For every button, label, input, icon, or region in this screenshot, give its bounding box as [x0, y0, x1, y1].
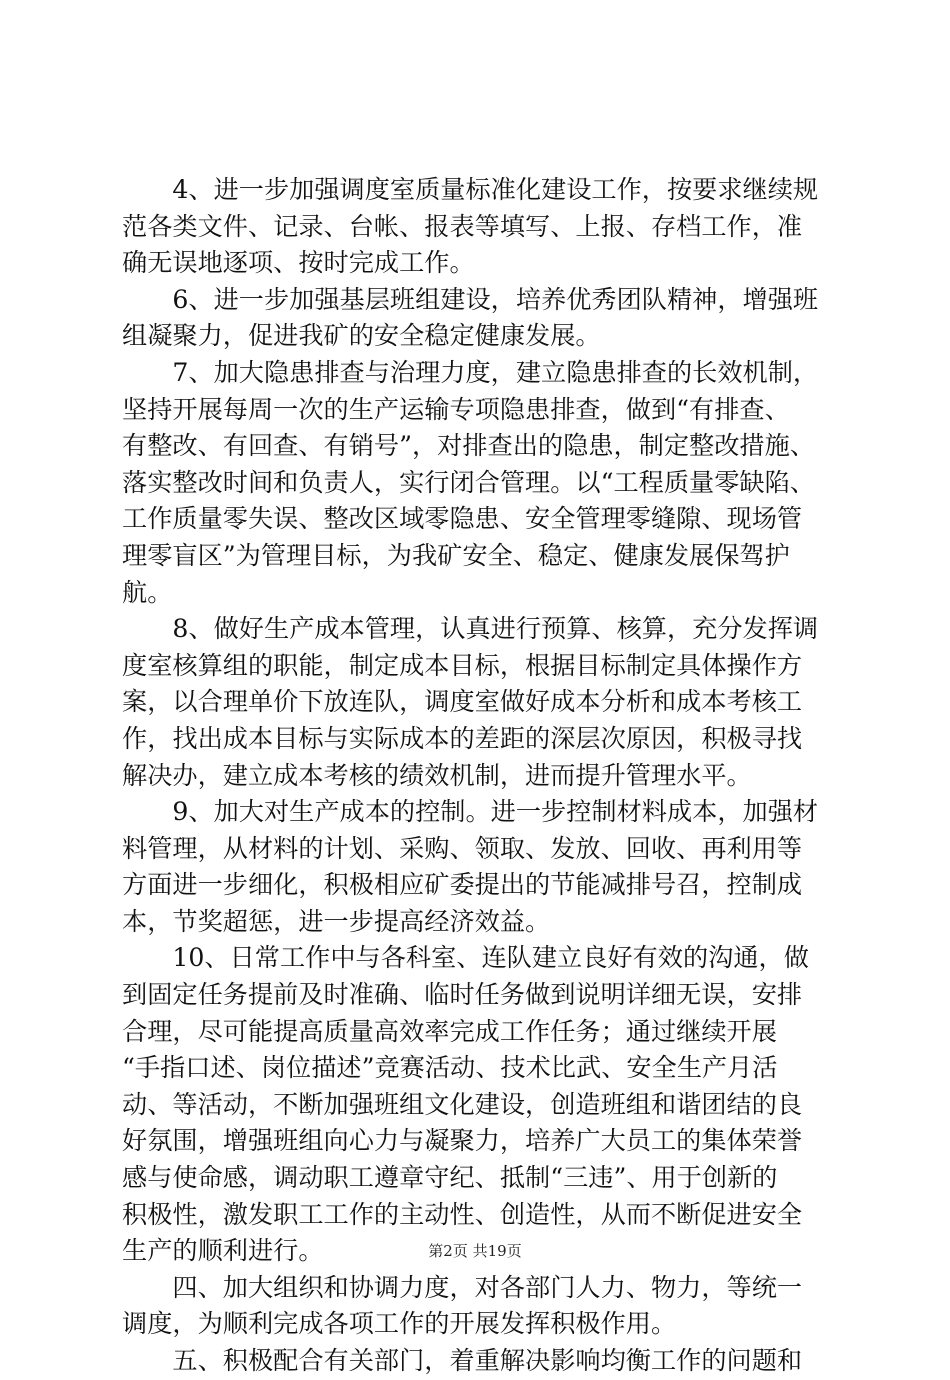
text-line: 6、进一步加强基层班组建设，培养优秀团队精神，增强班: [122, 284, 819, 314]
text-line: 积极性，激发职工工作的主动性、创造性，从而不断促进安全: [122, 1199, 803, 1229]
text-line: 10、日常工作中与各科室、连队建立良好有效的沟通，做: [122, 943, 809, 973]
text-line: 动、等活动，不断加强班组文化建设，创造班组和谐团结的良: [122, 1089, 803, 1119]
text-line: 到固定任务提前及时准确、临时任务做到说明详细无误，安排: [122, 980, 803, 1010]
text-line: 8、做好生产成本管理，认真进行预算、核算，充分发挥调: [122, 614, 819, 644]
text-line: 本，节奖超惩，进一步提高经济效益。: [122, 906, 551, 936]
text-line: 7、加大隐患排查与治理力度，建立隐患排查的长效机制，: [122, 357, 819, 387]
text-line: 度室核算组的职能，制定成本目标，根据目标制定具体操作方: [122, 650, 803, 680]
text-line: 感与使命感，调动职工遵章守纪、抵制“三违”、用于创新的: [122, 1163, 778, 1193]
page-number-footer: 第2页 共19页: [428, 1242, 522, 1260]
text-line: 范各类文件、记录、台帐、报表等填写、上报、存档工作，准: [122, 211, 803, 241]
text-line: 9、加大对生产成本的控制。进一步控制材料成本，加强材: [122, 797, 819, 827]
text-line: 合理，尽可能提高质量高效率完成工作任务；通过继续开展: [122, 1016, 777, 1046]
text-line: 作，找出成本目标与实际成本的差距的深层次原因，积极寻找: [122, 723, 803, 753]
text-line: 料管理，从材料的计划、采购、领取、发放、回收、再利用等: [122, 833, 803, 863]
document-body: [122, 172, 834, 1380]
text-line: 生产的顺利进行。: [122, 1236, 324, 1266]
text-line: “手指口述、岗位描述”竞赛活动、技术比武、安全生产月活: [122, 1053, 778, 1083]
text-line: 坚持开展每周一次的生产运输专项隐患排查，做到“有排查、: [122, 394, 790, 424]
text-line: 有整改、有回查、有销号”，对排查出的隐患，制定整改措施、: [122, 431, 815, 461]
text-line: 航。: [122, 577, 173, 607]
text-line: 方面进一步细化，积极相应矿委提出的节能减排号召，控制成: [122, 870, 803, 900]
text-line: 4、进一步加强调度室质量标准化建设工作，按要求继续规: [122, 175, 819, 204]
text-line: 调度，为顺利完成各项工作的开展发挥积极作用。: [122, 1309, 677, 1339]
text-line: 组凝聚力，促进我矿的安全稳定健康发展。: [122, 321, 601, 351]
text-line: 五、积极配合有关部门，着重解决影响均衡工作的问题和: [122, 1346, 803, 1375]
text-line: 好氛围，增强班组向心力与凝聚力，培养广大员工的集体荣誉: [122, 1126, 803, 1156]
text-line: 案，以合理单价下放连队，调度室做好成本分析和成本考核工: [122, 687, 803, 717]
text-line: 理零盲区”为管理目标，为我矿安全、稳定、健康发展保驾护: [122, 540, 790, 570]
text-line: 四、加大组织和协调力度，对各部门人力、物力，等统一: [122, 1272, 803, 1302]
text-line: 工作质量零失误、整改区域零隐患、安全管理零缝隙、现场管: [122, 504, 803, 534]
text-line: 解决办，建立成本考核的绩效机制，进而提升管理水平。: [122, 760, 752, 790]
text-line: 确无误地逐项、按时完成工作。: [122, 248, 475, 278]
text-line: 落实整改时间和负责人，实行闭合管理。以“工程质量零缺陷、: [122, 467, 815, 497]
